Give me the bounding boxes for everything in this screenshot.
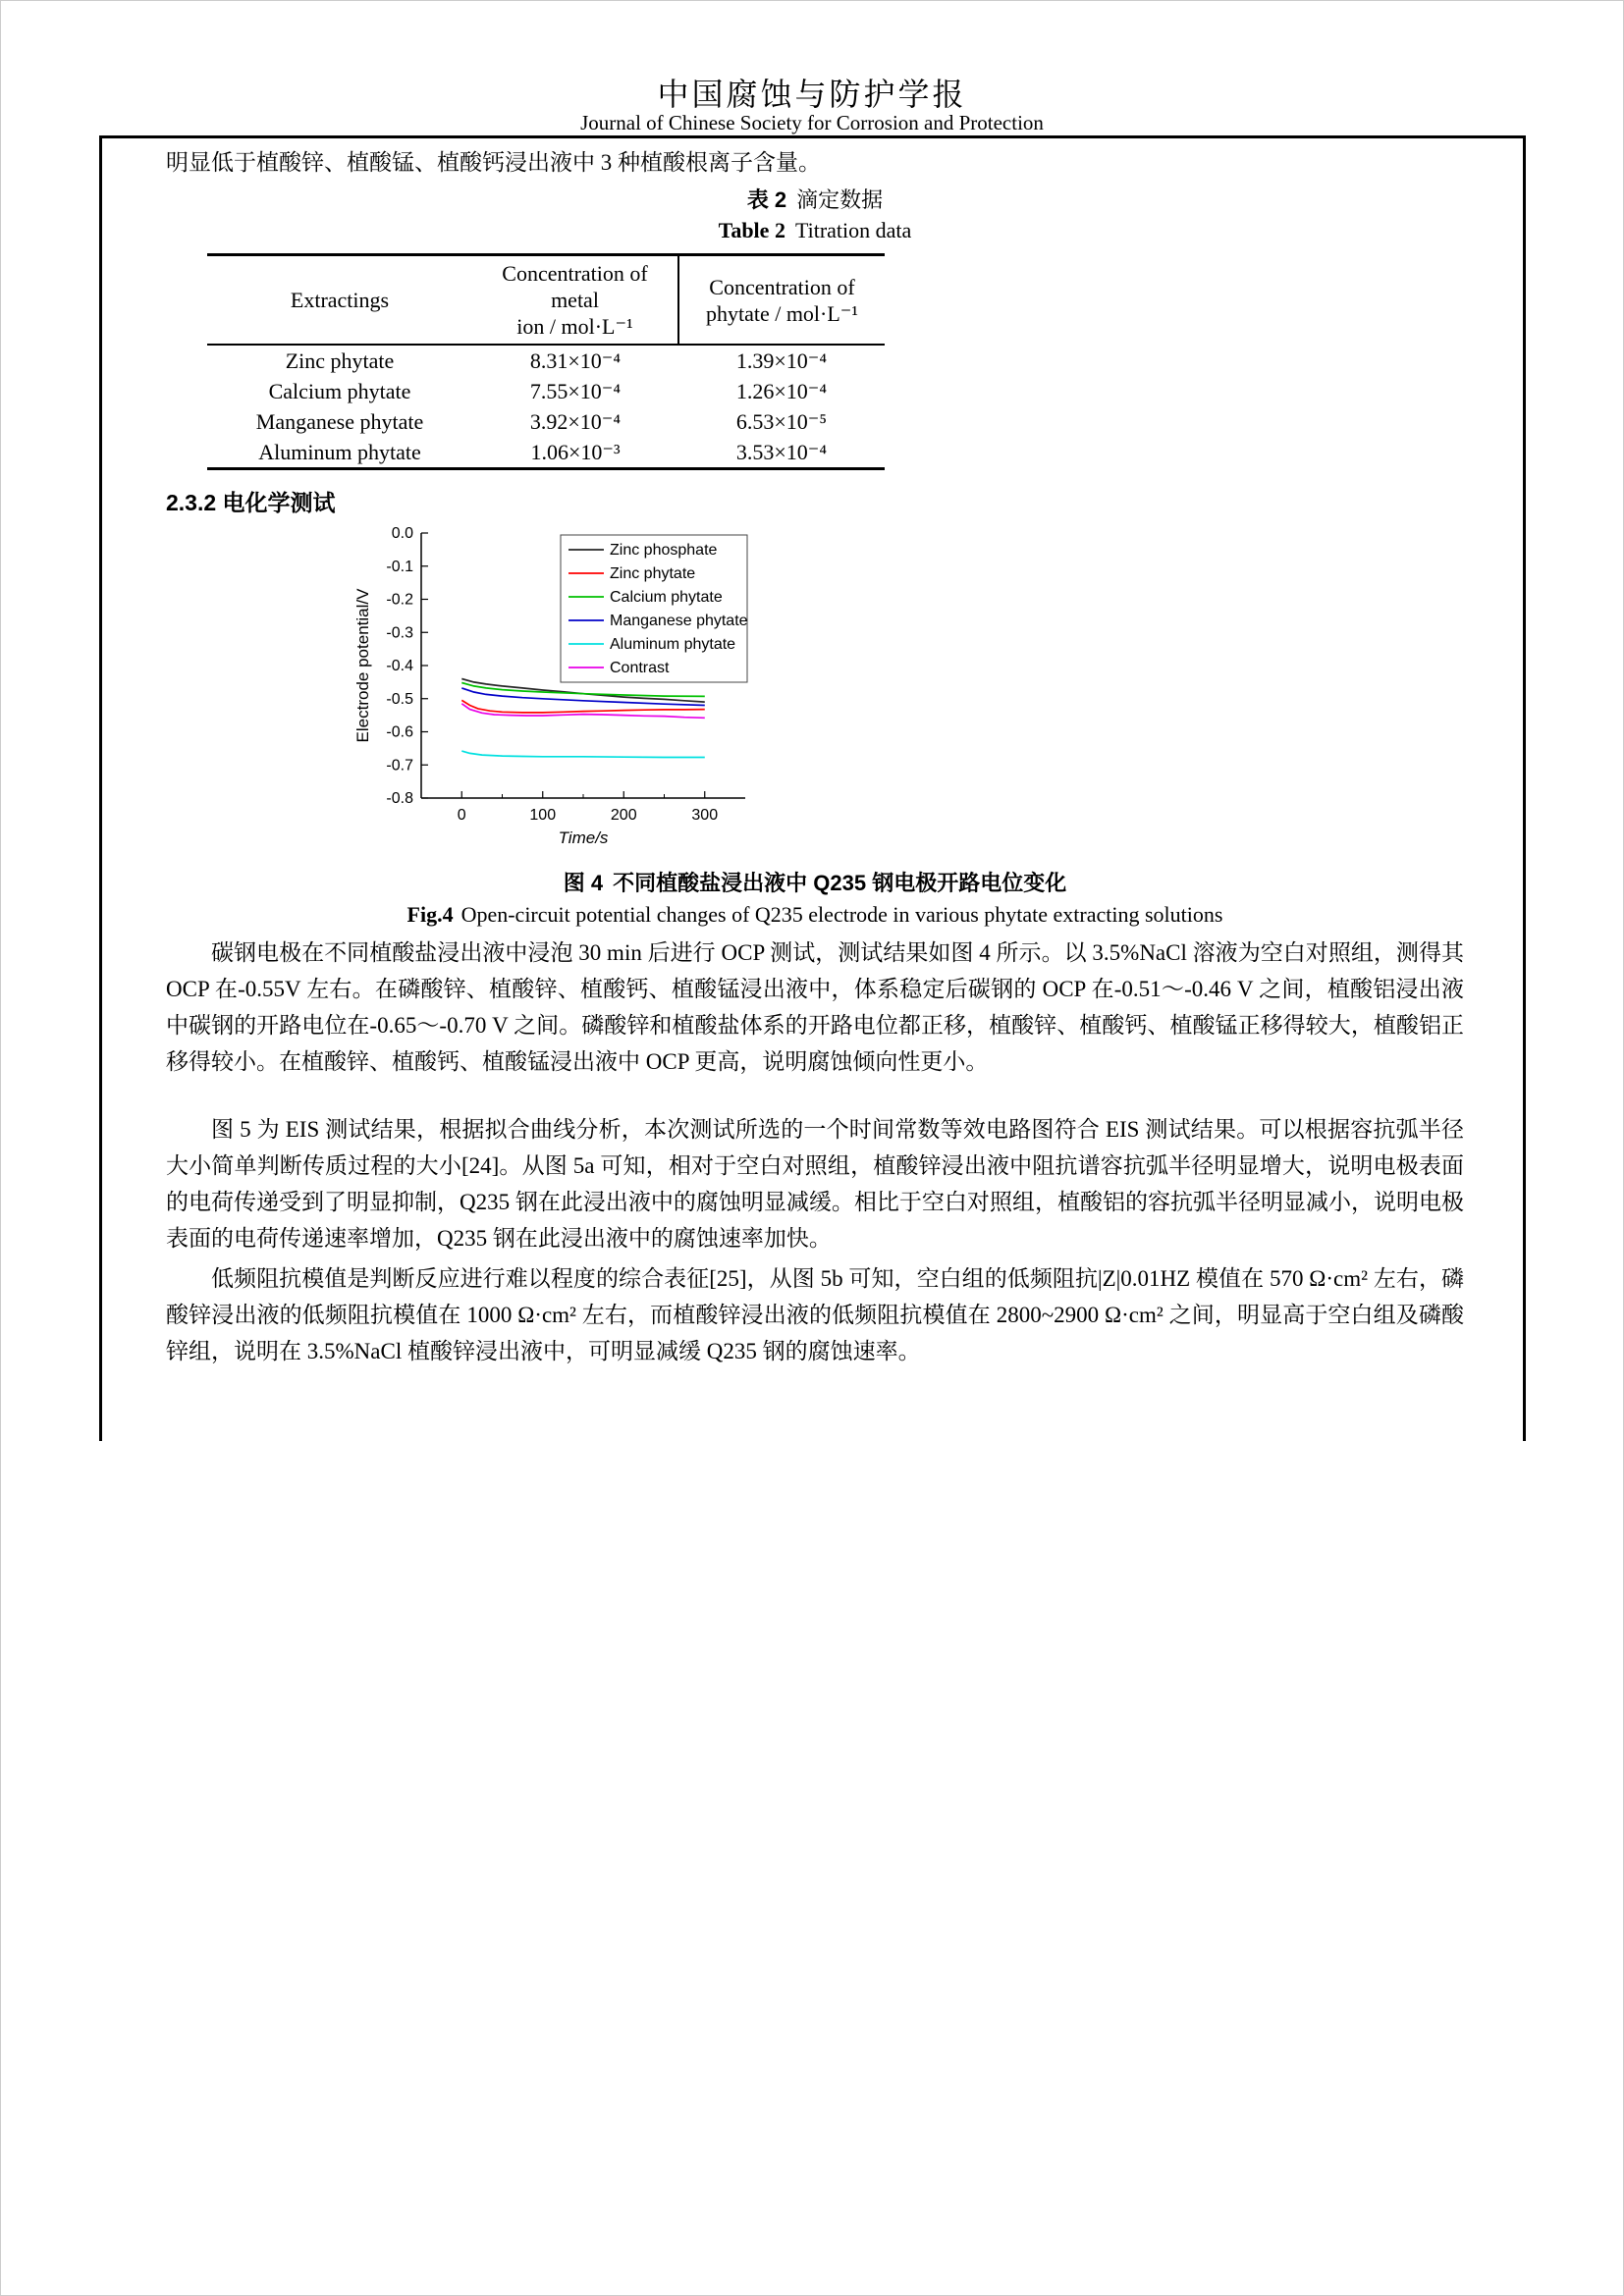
figure-caption-en-label: Fig.4 bbox=[406, 902, 454, 927]
series-line-4 bbox=[461, 751, 705, 757]
col-header-phytate-line2: phytate / mol·L⁻¹ bbox=[705, 300, 859, 326]
cell-extracting: Aluminum phytate bbox=[258, 440, 421, 464]
journal-title-zh: 中国腐蚀与防护学报 bbox=[657, 77, 967, 112]
table-caption-zh-label: 表 2 bbox=[746, 187, 787, 212]
table-row bbox=[207, 437, 885, 469]
y-tick-label: -0.6 bbox=[386, 723, 413, 741]
cell-metal-concentration: 1.06×10⁻³ bbox=[530, 440, 621, 464]
legend-label: Calcium phytate bbox=[610, 589, 723, 606]
x-tick-label: 200 bbox=[610, 807, 637, 824]
ocp-line-chart bbox=[352, 519, 775, 853]
table-caption-en-text: Titration data bbox=[794, 218, 912, 242]
figure-caption-zh-text: 不同植酸盐浸出液中 Q235 钢电极开路电位变化 bbox=[613, 871, 1067, 895]
table-caption-en bbox=[166, 216, 1464, 245]
journal-title-en: Journal of Chinese Society for Corrosion and Protection bbox=[580, 111, 1044, 134]
left-margin-rule bbox=[99, 135, 102, 1441]
y-tick-label: -0.1 bbox=[386, 558, 413, 575]
legend-label: Zinc phosphate bbox=[610, 542, 718, 559]
legend-label: Manganese phytate bbox=[610, 613, 748, 629]
cell-metal-concentration: 8.31×10⁻⁴ bbox=[529, 348, 622, 373]
x-axis-label: Time/s bbox=[558, 828, 609, 847]
cell-extracting: Calcium phytate bbox=[268, 379, 411, 403]
header-rule bbox=[99, 135, 1526, 138]
table-header-row bbox=[207, 255, 885, 346]
cell-metal-concentration: 7.55×10⁻⁴ bbox=[529, 379, 622, 403]
figure-caption-zh-label: 图 4 bbox=[563, 871, 604, 895]
body-paragraph-2: 图 5 为 EIS 测试结果，根据拟合曲线分析，本次测试所选的一个时间常数等效电路图符合 EIS 测试结果。可以根据容抗弧半径大小简单判断传质过程的大小[24]。从图 5a 可知，相对于空白对照组，植酸锌浸出液中阻抗谱容抗弧半径明显增大，说明电极表面的电荷传递受到了明显抑制，Q235 钢在此浸出液中的腐蚀明显减缓。相比于空白对照组，植酸铝的容抗弧半径明显减小，说明电极表面的电荷传递速率增加，Q235 钢在此浸出液中的腐蚀速率加快。 bbox=[166, 1117, 1464, 1251]
y-axis-label: Electrode potential/V bbox=[353, 588, 372, 743]
legend-label: Contrast bbox=[610, 660, 670, 676]
y-tick-label: -0.8 bbox=[386, 790, 413, 807]
intro-text: 明显低于植酸锌、植酸锰、植酸钙浸出液中 3 种植酸根离子含量。 bbox=[166, 150, 821, 175]
table-caption-zh-text: 滴定数据 bbox=[796, 187, 884, 212]
cell-phytate-concentration: 3.53×10⁻⁴ bbox=[735, 440, 828, 464]
col-header-extractings: Extractings bbox=[207, 255, 472, 346]
table-row bbox=[207, 376, 885, 406]
series-line-1 bbox=[461, 700, 705, 713]
figure-caption-en bbox=[166, 899, 1464, 931]
col-header-metal bbox=[472, 255, 678, 346]
y-tick-label: -0.3 bbox=[386, 624, 413, 642]
x-tick-label: 300 bbox=[691, 807, 719, 824]
page-content bbox=[166, 144, 1464, 1369]
col-header-metal-line1: Concentration of metal bbox=[502, 261, 648, 312]
table-row bbox=[207, 406, 885, 437]
y-tick-label: -0.7 bbox=[386, 757, 413, 774]
legend-label: Aluminum phytate bbox=[610, 636, 736, 653]
ocp-chart-figure bbox=[352, 519, 775, 864]
legend-label: Zinc phytate bbox=[610, 565, 696, 582]
cell-extracting: Zinc phytate bbox=[285, 348, 395, 373]
cell-extracting: Manganese phytate bbox=[255, 409, 424, 434]
x-tick-label: 100 bbox=[529, 807, 557, 824]
cell-metal-concentration: 3.92×10⁻⁴ bbox=[529, 409, 622, 434]
col-header-phytate bbox=[678, 255, 885, 346]
figure-caption-zh bbox=[166, 868, 1464, 899]
cell-phytate-concentration: 6.53×10⁻⁵ bbox=[735, 409, 828, 434]
table-row bbox=[207, 345, 885, 376]
titration-data-table bbox=[207, 253, 885, 470]
right-margin-rule bbox=[1523, 135, 1526, 1441]
y-tick-label: -0.5 bbox=[386, 690, 413, 708]
cell-phytate-concentration: 1.39×10⁻⁴ bbox=[735, 348, 828, 373]
body-paragraph-1: 碳钢电极在不同植酸盐浸出液中浸泡 30 min 后进行 OCP 测试，测试结果如图 4 所示。以 3.5%NaCl 溶液为空白对照组，测得其 OCP 在-0.55V 左右。在磷酸锌、植酸锌、植酸钙、植酸锰浸出液中，体系稳定后碳钢的 OCP 在-0.51～-0.46 V 之间，植酸铝浸出液中碳钢的开路电位在-0.65～-0.70 V 之间。磷酸锌和植酸盐体系的开路电位都正移，植酸锌、植酸钙、植酸锰正移得较大，植酸铝正移得较小。在植酸锌、植酸钙、植酸锰浸出液中 OCP 更高，说明腐蚀倾向性更小。 bbox=[166, 940, 1464, 1074]
cell-phytate-concentration: 1.26×10⁻⁴ bbox=[735, 379, 828, 403]
x-tick-label: 0 bbox=[457, 807, 466, 824]
y-tick-label: -0.4 bbox=[386, 658, 413, 674]
col-header-metal-line2: ion / mol·L⁻¹ bbox=[516, 314, 633, 339]
col-header-phytate-line1: Concentration of bbox=[709, 274, 855, 299]
table-caption-en-label: Table 2 bbox=[718, 218, 785, 242]
figure-caption-en-text: Open-circuit potential changes of Q235 electrode in various phytate extracting solutions bbox=[460, 902, 1223, 927]
y-tick-label: -0.2 bbox=[386, 591, 413, 609]
body-paragraph-3: 低频阻抗模值是判断反应进行难以程度的综合表征[25]，从图 5b 可知，空白组的低频阻抗|Z|0.01HZ 模值在 570 Ω·cm² 左右，磷酸锌浸出液的低频阻抗模值在 1000 Ω·cm² 左右，而植酸锌浸出液的低频阻抗模值在 2800~2900 Ω·cm² 之间，明显高于空白组及磷酸锌组，说明在 3.5%NaCl 植酸锌浸出液中，可明显减缓 Q235 钢的腐蚀速率。 bbox=[166, 1266, 1464, 1363]
y-tick-label: 0.0 bbox=[391, 525, 413, 542]
table-caption-zh bbox=[166, 185, 1464, 216]
section-heading: 2.3.2 电化学测试 bbox=[166, 490, 336, 515]
